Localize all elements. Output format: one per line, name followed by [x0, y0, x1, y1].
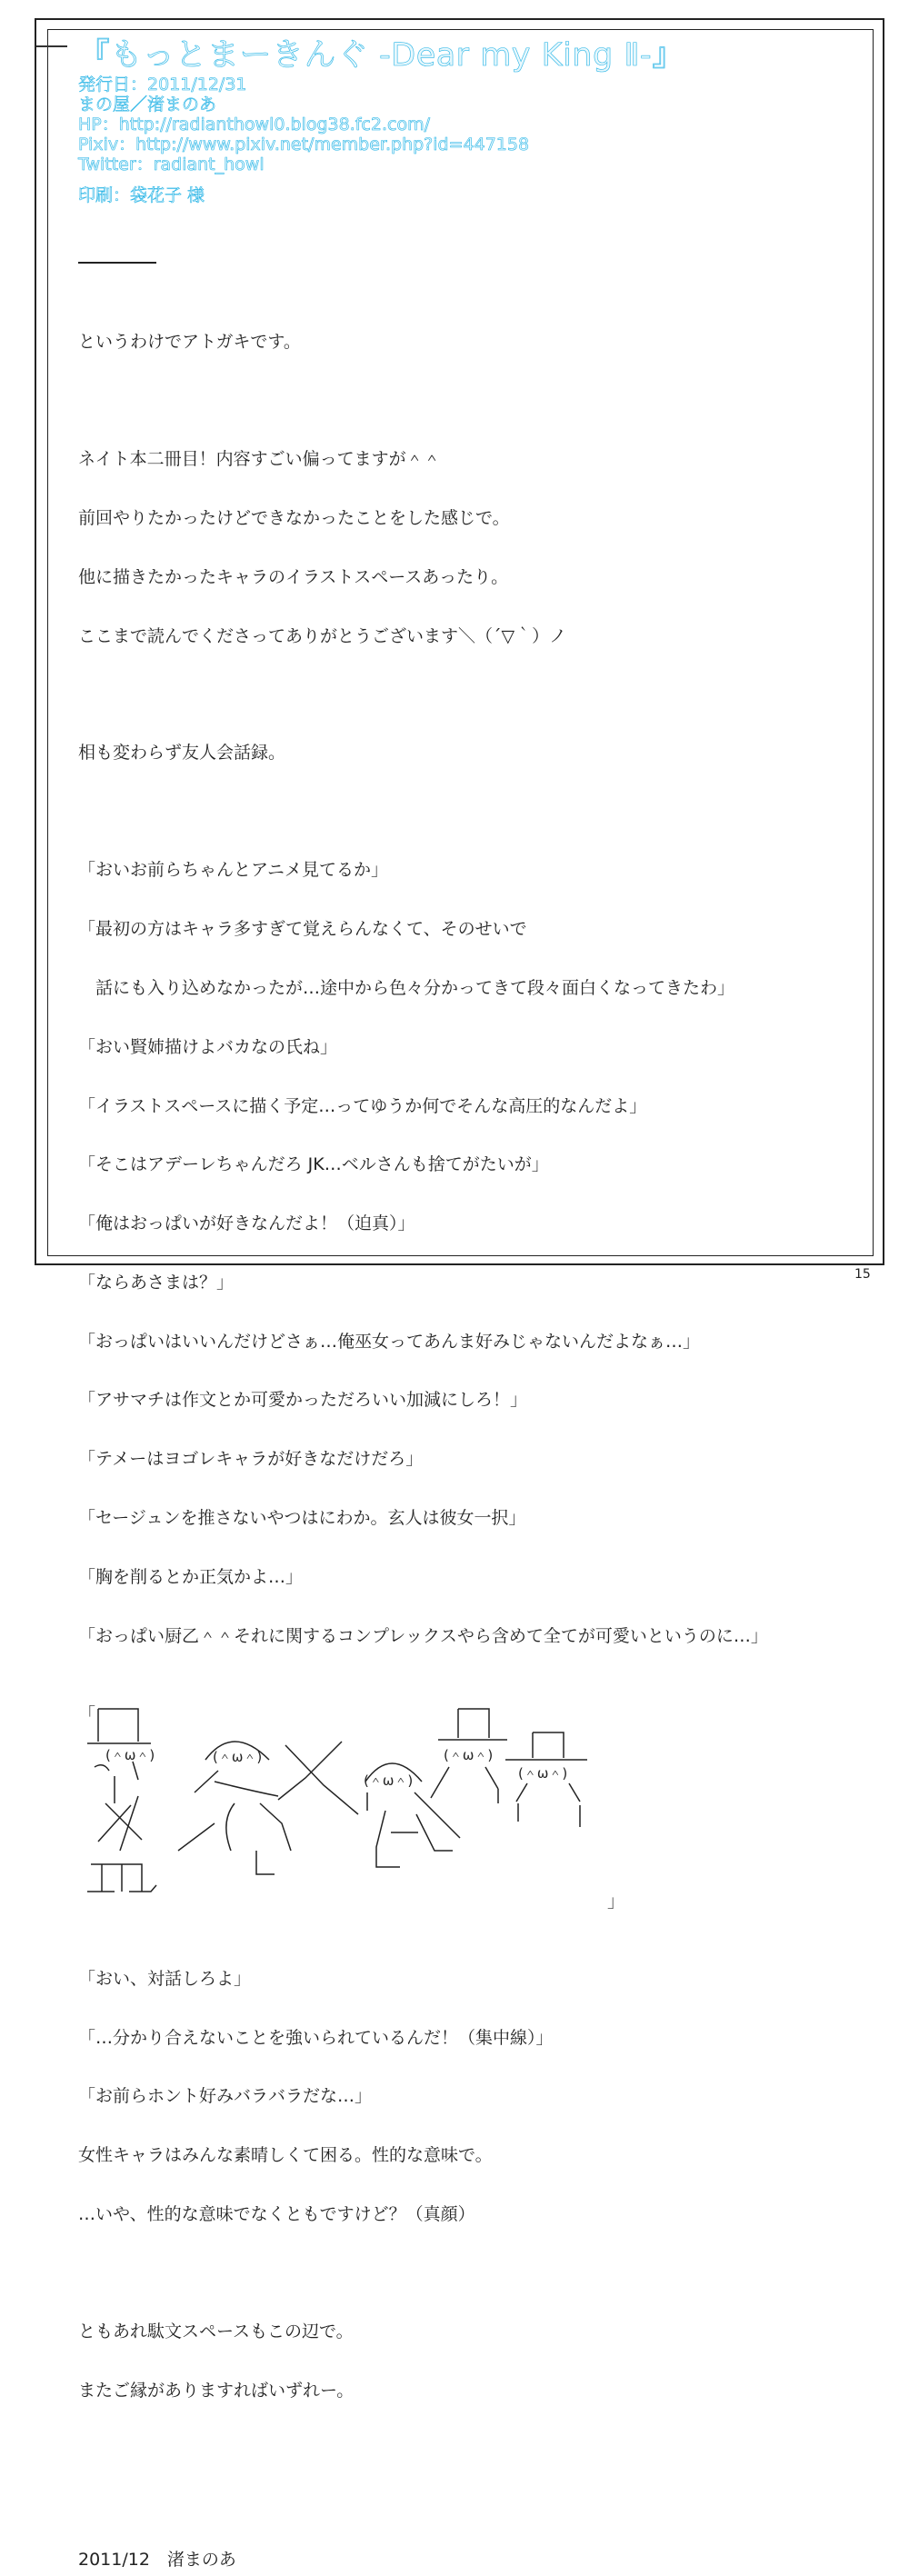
- ascii-art-drawing: [78, 1705, 642, 1911]
- crossed-swords: [278, 1742, 358, 1814]
- top-hat-middle: [438, 1709, 507, 1740]
- colophon: [78, 36, 714, 205]
- ascii-art-fight: [78, 1705, 642, 1911]
- dialogue-line: 「ならあさまは？」: [78, 1272, 235, 1293]
- dialogue-line: 「胸を削るとか正気かよ…」: [78, 1566, 304, 1587]
- paragraph-line: 前回やりたかったけどできなかったことをした感じで。: [78, 507, 510, 528]
- signature: 2011/12 渚まのあ: [78, 2549, 236, 2570]
- aa-face-left: (＾ω＾): [105, 1746, 155, 1763]
- aa-face-hat-right: (＾ω＾): [518, 1764, 568, 1782]
- page-number: 15: [854, 1267, 871, 1282]
- corner-ornament: [36, 45, 67, 47]
- intro-line: というわけでアトガキです。: [78, 332, 301, 353]
- hat-right-body: [516, 1783, 580, 1827]
- top-hat-left: [87, 1709, 151, 1743]
- paragraph-line: 相も変わらず友人会話録。: [78, 743, 286, 764]
- aa-face-fighter-right: (＾ω＾): [364, 1772, 414, 1789]
- dialogue-line: 「テメーはヨゴレキャラが好きなだけだろ」: [78, 1449, 424, 1470]
- table-shape: [87, 1864, 156, 1892]
- dialogue-line: 「…分かり合えないことを強いられているんだ！（集中線）」: [78, 2027, 554, 2048]
- dialogue-line: 「最初の方はキャラ多すぎて覚えらんなくて、そのせいで: [78, 919, 527, 940]
- top-hat-right: [505, 1732, 587, 1760]
- dialogue-line: 「お前らホント好みバラバラだな…」: [78, 2086, 373, 2107]
- aa-open-quote: 「: [78, 1703, 96, 1724]
- dialogue-line: 「そこはアデーレちゃんだろ JK…ベルさんも捨てがたいが」: [78, 1154, 549, 1175]
- homepage-url: HP：http://radianthowl0.blog38.fc2.com/: [78, 115, 430, 135]
- hat-left-body: [95, 1762, 142, 1851]
- paragraph-line: …いや、性的な意味でなくともですけど？（真顔）: [78, 2203, 475, 2224]
- dialogue-line: 「俺はおっぱいが好きなんだよ！（迫真）」: [78, 1213, 415, 1234]
- dialogue-line: 「アサマチは作文とか可愛かっただろいい加減にしろ！」: [78, 1390, 528, 1411]
- aa-face-fighter-left: (＾ω＾): [213, 1748, 263, 1765]
- section-divider: [78, 262, 156, 264]
- dialogue-line: 「セージュンを推さないやつはにわか。玄人は彼女一択」: [78, 1508, 526, 1529]
- paragraph-line: 女性キャラはみんな素晴しくて困る。性的な意味で。: [78, 2145, 493, 2166]
- dialogue-line: 「イラストスペースに描く予定…ってゆうか何でそんな高圧的なんだよ」: [78, 1095, 647, 1116]
- dialogue-line: 「おっぱい厨乙＾＾それに関するコンプレックスやら含めて全てが可愛いというのに…」: [78, 1625, 768, 1646]
- hat-middle-body: [431, 1767, 498, 1803]
- circle-name: まの屋／渚まのあ: [78, 95, 217, 115]
- dialogue-line: 「おっぱいはいいんだけどさぁ…俺巫女ってあんま好みじゃないんだよなぁ…」: [78, 1331, 701, 1352]
- dialogue-line: 「おい賢姉描けよバカなの氏ね」: [78, 1036, 338, 1057]
- dialogue-line: 話にも入り込めなかったが…途中から色々分かってきて段々面白くなってきたわ」: [78, 978, 735, 998]
- paragraph-line: 他に描きたかったキャラのイラストスペースあったり。: [78, 566, 509, 587]
- closing-line: ともあれ駄文スペースもこの辺で。: [78, 2321, 354, 2341]
- paragraph-line: ネイト本二冊目！内容すごい偏ってますが＾＾: [78, 449, 441, 470]
- dialogue-line: 「おい、対話しろよ」: [78, 1968, 252, 1989]
- issue-date: 発行日：2011/12/31: [78, 75, 247, 95]
- afterword-text: [78, 294, 860, 2576]
- closing-line: またご縁がありますればいずれー。: [78, 2380, 355, 2401]
- aa-face-hat-middle: (＾ω＾): [444, 1746, 494, 1763]
- printer-credit: 印刷：袋花子 様: [78, 185, 205, 205]
- book-title: 『もっとまーきんぐ -Dear my King Ⅱ-』: [78, 37, 684, 74]
- paragraph-line: ここまで読んでくださってありがとうございます＼（´▽｀）ノ: [78, 625, 567, 646]
- twitter-handle: Twitter：radiant_howl: [78, 155, 265, 175]
- pixiv-url: Pixiv：http://www.pixiv.net/member.php?id=447158: [78, 135, 530, 155]
- dialogue-line: 「おいお前らちゃんとアニメ見てるか」: [78, 860, 389, 881]
- aa-close-quote: 」: [607, 1891, 625, 1912]
